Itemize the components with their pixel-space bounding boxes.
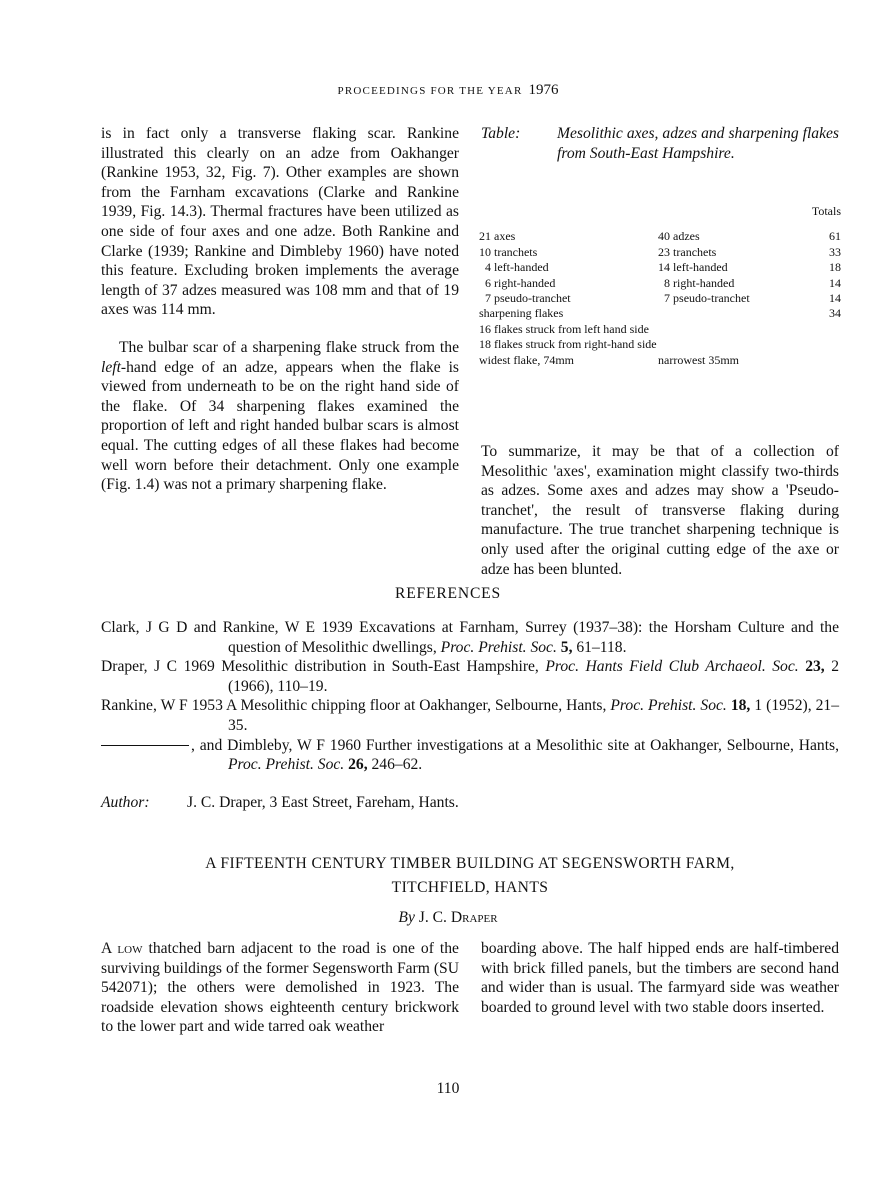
table-caption-text: Mesolithic axes, adzes and sharpening flakes from South-East Hampshire. <box>557 125 839 162</box>
author-line <box>101 793 839 813</box>
paragraph: The bulbar scar of a sharpening flake struck from the left-hand edge of an adze, appears when the flake is viewed from underneath to be on the right hand side of the flake. Of 34 sharpening flakes examined the proportion of left and right handed bulbar scars is almost equal. The cutting edges of all these flakes had become well worn before their detachment. Only one example (Fig. 1.4) was not a primary sharpening flake. <box>101 338 459 494</box>
table-header-row <box>479 204 841 229</box>
ditto-rule <box>101 745 189 746</box>
table-row: 18 flakes struck from right-hand side <box>479 337 657 352</box>
reference-entry: Rankine, W F 1953 A Mesolithic chipping floor at Oakhanger, Selbourne, Hants, Proc. Prehist. Soc. 18, 1 (1952), 21–35. <box>101 697 840 734</box>
table-row: sharpening flakes 34 <box>479 306 841 321</box>
running-head-label: PROCEEDINGS FOR THE YEAR <box>337 85 523 97</box>
byline: By J. C. Draper <box>398 909 498 926</box>
author-label: Author: <box>101 794 150 811</box>
running-head <box>0 82 896 99</box>
table-row: 10 tranchets 23 tranchets 33 <box>479 244 841 259</box>
reference-entry: , and Dimbleby, W F 1960 Further investigations at a Mesolithic site at Oakhanger, Selbourne, Hants, Proc. Prehist. Soc. 26, 246–62. <box>101 736 839 775</box>
totals-header: Totals <box>811 204 841 218</box>
paragraph: To summarize, it may be that of a collection of Mesolithic 'axes', examination might classify two-thirds as adzes. Some axes and adzes may show a 'Pseudo-tranchet', the result of transverse flaking during manufacture. The true tranchet sharpening technique is only used after the original cutting edge of the axe or adze has been blunted. <box>481 443 839 578</box>
table-caption <box>481 124 839 163</box>
table-row: 7 pseudo-tranchet 7 pseudo-tranchet 14 <box>485 291 841 306</box>
right-column-bottom <box>481 939 839 1017</box>
table-label: Table: <box>481 125 521 142</box>
table-row: 21 axes 40 adzes 61 <box>479 229 841 244</box>
running-head-year: 1976 <box>528 82 559 98</box>
paragraph: A low thatched barn adjacent to the road is one of the surviving buildings of the former Segensworth Farm (SU 542071); the others were demolished in 1923. The roadside elevation shows eighteenth century brickwork to the lower part and wide tarred oak weather <box>101 940 459 1036</box>
right-column-summary <box>481 442 839 579</box>
table-row: 16 flakes struck from left hand side <box>479 321 649 336</box>
references-heading: REFERENCES <box>395 585 501 602</box>
references-list <box>101 618 839 775</box>
table-row: 4 left-handed 14 left-handed 18 <box>485 260 841 275</box>
table-row: 6 right-handed 8 right-handed 14 <box>485 275 841 290</box>
reference-entry: Clark, J G D and Rankine, W E 1939 Excavations at Farnham, Surrey (1937–38): the Horsham Culture and the question of Mesolithic dwellings, Proc. Prehist. Soc. 5, 61–118. <box>101 619 839 656</box>
left-column-top <box>101 124 459 495</box>
table-row: widest flake, 74mm narrowest 35mm <box>479 352 740 367</box>
article-title: A FIFTEENTH CENTURY TIMBER BUILDING AT SEGENSWORTH FARM, TITCHFIELD, HANTS <box>205 855 735 896</box>
paragraph: is in fact only a transverse flaking scar. Rankine illustrated this clearly on an adze from Oakhanger (Rankine 1953, 32, Fig. 7). Other examples are shown from the Farnham excavations (Clarke and Rankine 1939, Fig. 14.3). Thermal fractures have been utilized as one side of four axes and one adze. Both Rankine and Clarke (1939; Rankine and Dimbleby 1960) have noted this feature. Excluding broken implements the average length of 37 adzes measured was 108 mm and that of 19 axes was 114 mm. <box>101 125 459 319</box>
author-address: J. C. Draper, 3 East Street, Fareham, Hants. <box>187 794 459 811</box>
reference-entry: Draper, J C 1969 Mesolithic distribution in South-East Hampshire, Proc. Hants Field Club Archaeol. Soc. 23, 2 (1966), 110–19. <box>101 658 839 695</box>
left-column-bottom <box>101 939 459 1037</box>
page-number: 110 <box>436 1080 460 1097</box>
paragraph: boarding above. The half hipped ends are half-timbered with brick filled panels, but the timbers are second hand and wider than is usual. The farmyard side was weather boarded to ground level with two stable doors inserted. <box>481 940 839 1016</box>
data-table <box>479 204 841 368</box>
